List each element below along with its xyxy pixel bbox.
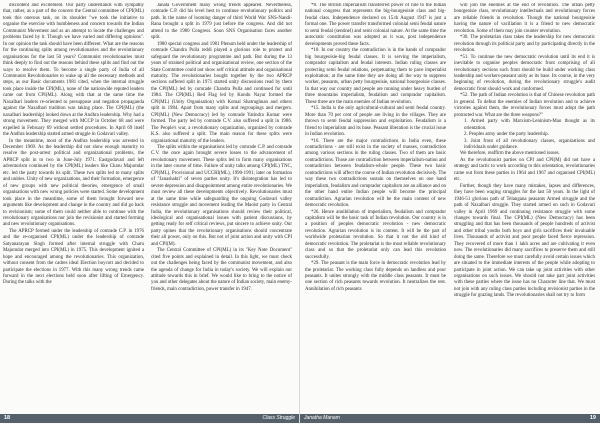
paragraph: discontent and excitement. Our party understands with sympathy that, rather, as a part of the concern the Central committee of CPI(ML) took this onerous task, on its shoulder "we took the initiative to organise the exercise with humbleness and concern towards the Indian Communist Movement and as an attempt to locate the challenges and problems faced by it. Though we have varied and differing opinions". In our opinion the task should have been different. What are the reasons for the continuing splits among revolutionaries and the revolutionary organisations for the last 50 years? Communist revolutionaries must think deeply to find out the reasons behind these splits and find out the ways to resolve them. To become a single party of India of all Communist Revolutionaries to wake up all the necessary methods and steps, as our Basic documents 1981 cited, when the internal struggle took place inside the CPI(ML), none of the nationwide reputed leaders came out from CPI(ML). Along with that at the same time the Naxalbari leaders re-oriented to presuppose and negation propaganda against the Naxalbari tradition was taking place. The CPI(ML) (the naxalbari leadership) looked down at the Andhra leadership. Why had a strong movement. They merged with MCCP in October 68 and were expelled in February 69 without settled procedures. In April 69 itself the Andhra leadership started armed struggle in Godavari valley.	[3, 3, 144, 138]
left-page-column-1	[3, 3, 144, 408]
paragraph: Janata Government many wrong trends appeared. Nevertheless, comrade C.P. did his level best to continue revolutionary politics and path. In the name of looming danger of third World War SNS-Nandi-Rana brought a split in 1979 just before the congress. And did not attend to the 1980 Congress. Soon SNS Organisation faces another split.	[151, 3, 292, 41]
paragraph: will join the enemies at the end of revolution. The urban petty bourgeoisie class, revolutionary intellectuals and revolutionary forces are reliable friends in revolution. Though the national bourgeoisie having the nature of vacillation it is a friend to new democratic revolution. Some of them may join counter revolution.	[454, 3, 595, 34]
paragraph: *16. There are the major contradictions in India even, these contradictions - are still exist in the society of masses, contradiction among various sections in the ruling classes. Two of them are basic contradictions. Those are contradiction between imperialism-nation and contradiction between feudalism-whole people. These two basic contradictions will affect the course of Indian revolution decisively. The way these two contradictions sustain on themselves on one hand imperialism, feudalism and comprador capitalism are an alliance and on the other hand entire Indian people will become the principal contradiction. Agrarian revolution will be the main content of new democratic revolution.	[305, 138, 446, 209]
page-number: 18	[4, 415, 11, 421]
paragraph: The Central Committee of CPI(ML) in its "Key Note Document" cited five points and explained in detail. In this light, we must check out the challenges being faced by the communist movement, and also the agenda of change for India in today's society. We will explain our attitude towards this in brief. We would like to bring to the notice of you and other delegates about the nature of Indian society, main enemy-friends, main contradiction, power transfer in 1947.	[151, 248, 292, 292]
right-page-column-2	[454, 3, 595, 408]
right-page-columns	[300, 3, 600, 408]
numbered-list	[454, 119, 595, 151]
list-item: 3. Joint front of all revolutionary classes, organizations and individuals under guidance.	[464, 138, 595, 150]
left-page-footer	[0, 412, 299, 424]
paragraph: We therefore, reaffirm the above mentioned issues.	[460, 151, 560, 157]
right-page-footer	[300, 412, 600, 424]
paragraph: *29. The peasant is the main force in democratic revolution lead by the proletariat. The working class fully depends on landless and poor peasants. It unites strongly with the middle class peasants. It must be one section of rich peasants towards revolution. It neutralizes the rest. Annihilation of rich peasants	[305, 261, 446, 292]
paragraph: *15. India is the only agricultural-cultural and semi feudal country. More than 70 per cent of people are living in the villages. They are thrown to semi feudal suppression and exploitation. Feudalism is a friend to imperialism and its base. Peasant liberation is the crucial issue in Indian revolution.	[305, 106, 446, 138]
paragraph: In the meantime, most of the Andhra leadership was arrested in December 1969. As the leadership did not show enough maturity to resolve the post-arrest political and organizational problems, the APRCP split in to two in June-July 1971. Eastgodavari and left adventurism continued by the CPI(ML) leaders like Charu Majumdar etc. led the party towards its split. These two splits led to many splits and unities. Unity of new organizations, and their formation, emergence of new groups with new political theories, emergence of small organisations with new wrong policies were started. Some development took place in the meantime, some of them brought forward new arguments like development and change in the country and did go back to revisionism; some of them could neither able to continue with the revolutionary organisations nor join the revisionist and started forming and new revolutionary organisations.	[3, 138, 144, 228]
left-page-column-2	[151, 3, 292, 408]
paragraph: *51. To continue the new democratic revolution until its end it is inevitable to organise peoples democratic front comprising of all revolutionary sections such front should be build under working class leadership and workers-peasant unity as its base. Its course, in the very beginning of revolution, during the revolutionary struggle's audit democratic front should work and conformed.	[454, 54, 595, 92]
footer-publication-label: Janatha Manam	[304, 415, 340, 421]
paragraph: Further, though they have many mistakes, lapses and differences, they have been waging struggles for the last 50 years. In the light of 1946-51 glorious path of Telangana peasants Armed struggle and the path of Naxalbari struggle. They started armed on such in Godavari valley in April 1969 and continuing resistance struggle with some changes towards final. The CPI(ML) (New Democracy) has been struggling and that has been thousands of people hundreds of activist and other tribal youths both boys and girls sacrifices their invaluable lives. Thousands of activist and poor people faced fierce repression. They recovered of more than 1 lakh acres and are cultivating it even now. The revolutionaries did many sacrifices to preserve them and still doing the same. Therefore we must carefully avoid certain issues which are situated to the immediate interests of the people while adopting to participate in joint action. We can take up joint activities with other organisations on such issues. We should not take part joint activities with these parties where the issue has no Character line that. We must not join with any ruling class parties including revisionist parties in the struggle for grazing lands. The revolutionaries shall not try to form	[454, 183, 595, 299]
footer-bar	[0, 414, 299, 423]
footer-bar	[300, 414, 600, 423]
paragraph: *8. The British imperialism transferred power of rule to the Indian national congress that represents the big-bourgeoisie class and big-feudal class. Independence declared on 15.th August 1947 is just a formal one. The power transfer transformed colonial semi feudal nature to semi feudal (sentinel) and semi colonial nature. At the same time the autocratic constitution was adopted as it was, post independence developments proved these facts.	[305, 3, 446, 47]
paragraph: *30. The proletarian class takes the leadership for new democratic revolution through its political party and by participating directly in the revolution.	[454, 35, 595, 54]
footer-publication-label: Class Struggle	[262, 415, 295, 421]
list-item: 2. Peoples army under the party leadership.	[464, 132, 549, 138]
paragraph: 1980 special congress and 1981 Plenum held under the leadership of comrade Chandra Pulla reddi played a glorious role to protect and safeguard the revolutionary programme and path. But during the 13 years of strained political and organisational review, one section of the State Committee could not show self critical attitude and organisational maturity. The revolutionaries bought together by the two APRCP sections suffered split in 1971 started unity discussions read by them the CPI(ML) led by comrade Chandra Pulla and continued for until 1984. The CPI(ML) Red Flag led by Kondu Nayar formed the CPI(ML) (Unity Organisation) with Komal Shatrughnan and others split in 1984. Apart from many splits and regroupings and mergers. CPI(ML) (New Democracy) led by comrade Yatindra Kumar were formed. The party led by comrade C.V. also suffered a split in 1986. The People's war, a revolutionary organization, organized by comrade K.S. also suffered a split. The main reason for these splits were organisational maturity of the leaders.	[151, 41, 292, 144]
paragraph: As the revolutionist parties on CPI and CPI(M) did not have a strategy and tactic to work according to this orientation, revolutionaries came out from these parties in 1964 and 1967 and organised CPI(ML) etc.	[454, 157, 595, 183]
paragraph: The APRCP formed under the leadership of comrade C.P. in 1976 and the re-organised CPI(ML) under the leadership of comrade Satyanarayan Singh formed after internal struggle with Charu Majumdar merged into CPI(ML) in 1975. This development ignited a hope and encouraged among the revolutionaries. This organization, without consent from the cadres ideal Election boycott and decided to participate the elections in 1977. With this many wrong trends came forward in the next elections held soon after lifting of Emergency. During the talks with the	[3, 228, 144, 286]
list-item: 1. Armed party with Marxism-Leninism-Mao thought as its orientation.	[464, 119, 595, 131]
paragraph: The splits within the organisations led by comrade C.P. and comrade C.V. the once again brought severe losses to the advancement of revolutionary movement. These splits led to form many organisations in the later course of time. Failure of unity talks among CPI(ML) TNC, CPI(ML), Provisional and UCCRI(ML), 1990-1991; later on formation of "Janashakti" of seven parties unity. It's disintegration has led to severe depression and disappointment among entire revolutionaries. We must review all these developments objectively. Revolutionaries must at the same time while safeguarding the ongoing Godavari valley resistance struggle and movement leading the Maoist party in Central India, the revolutionary organisations should review their political, ideological and organisational issues with patient discussions, by getting ready for self critical reviews, put sincere to achieve unity. Our party opines that the revolutionary organisations should concentrate their all power, only on this. But not of joint action and unity with CPI and CPI(M).	[151, 144, 292, 247]
left-page-columns	[0, 3, 299, 408]
right-page-column-1	[305, 3, 446, 408]
paragraph: *26. Hence annihilation of imperialism, feudalism and comprador capitalism will be the basic task of Indian revolution. Our country is in a position of peoples democratic revolution - new democratic revolution. Agrarian revolution is its content. It will be the part of worldwide proletarian revolution. So that it not the old kind of democratic revolution. The proletariat is the most reliable revolutionary class and so that the proletariat only can lead this revolution successfully.	[305, 209, 446, 260]
right-page	[300, 0, 600, 424]
paragraph: *52. The path of Indian revolution is that of Chinese revolution path in general. To defeat the enemies of Indian revolution and to achieve victories against them, the revolutionary forces must adopt the path protracted war. What are the three weapons?"	[454, 93, 595, 118]
paragraph: *10. In our country the contradiction is in the hands of comprador big bourgeoisie-big feudal classes. It is serving the imperialism, comprador capitalism and feudal interests. Indian ruling classes are protecting semi feudal relations, perpetuating them to pave imperialist exploitation; at the same time they are doing all the way to suppress worker, peasants, urban petty bourgeoisie, national bourgeoisie classes. In that way our country and people are running under heavy burden of three mountains imperialism, feudalism and comprador capitalism. These three are the main enemies of Indian revolution.	[305, 48, 446, 105]
page-number: 19	[589, 415, 596, 421]
